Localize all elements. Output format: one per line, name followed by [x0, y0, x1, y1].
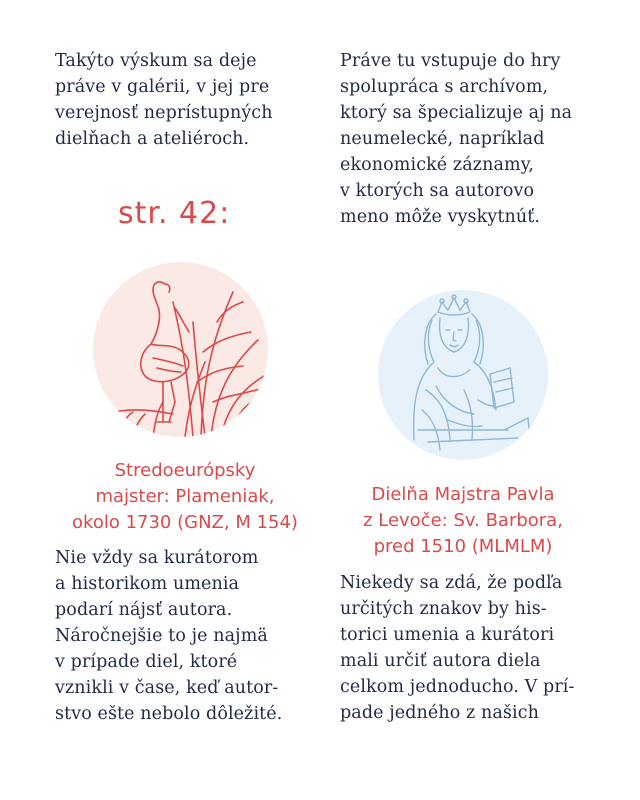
text-line: celkom jednoducho. V prí- [340, 677, 575, 697]
saint-barbara-medallion [378, 290, 548, 460]
text-line: v prípade diel, ktoré [55, 652, 238, 672]
text-line: Náročnejšie to je najmä [55, 626, 268, 646]
caption-line: okolo 1730 (GNZ, M 154) [72, 512, 298, 533]
text-line: dielňach a ateliéroch. [55, 129, 250, 149]
page-reference: str. 42: [118, 196, 231, 231]
flamingo-medallion [93, 262, 268, 437]
caption-line: Dielňa Majstra Pavla [371, 484, 555, 505]
right-body-paragraph [340, 570, 575, 726]
caption-line: majster: Plameniak, [95, 486, 275, 507]
left-body-paragraph [55, 545, 282, 727]
text-line: neumelecké, napríklad [340, 129, 545, 149]
text-line: Takýto výskum sa deje [55, 51, 257, 71]
right-intro-paragraph [340, 48, 572, 230]
saint-barbara-illustration-icon [378, 290, 548, 460]
text-line: ekonomické záznamy, [340, 155, 535, 175]
text-line: a historikom umenia [55, 574, 240, 594]
text-line: spolupráca s archívom, [340, 77, 549, 97]
caption-line: Stredoeurópsky [114, 460, 256, 481]
text-line: mali určiť autora diela [340, 651, 541, 671]
text-line: ktorý sa špecializuje aj na [340, 103, 573, 123]
text-line: určitých znakov by his- [340, 599, 547, 619]
left-intro-paragraph [55, 48, 273, 152]
text-line: vznikli v čase, keď autor- [55, 678, 279, 698]
text-line: podarí nájsť autora. [55, 600, 233, 620]
flamingo-illustration-icon [93, 262, 268, 437]
flamingo-caption [40, 458, 330, 536]
text-line: Práve tu vstupuje do hry [340, 51, 561, 71]
text-line: pade jedného z našich [340, 703, 539, 723]
saint-barbara-caption [318, 482, 608, 560]
caption-line: pred 1510 (MLMLM) [373, 536, 553, 557]
text-line: meno môže vyskytnúť. [340, 207, 541, 227]
text-line: verejnosť neprístupných [55, 103, 273, 123]
text-line: v ktorých sa autorovo [340, 181, 535, 201]
text-line: Niekedy sa zdá, že podľa [340, 573, 563, 593]
text-line: Nie vždy sa kurátorom [55, 548, 259, 568]
text-line: práve v galérii, v jej pre [55, 77, 270, 97]
text-line: torici umenia a kurátori [340, 625, 555, 645]
caption-line: z Levoče: Sv. Barbora, [363, 510, 563, 531]
text-line: stvo ešte nebolo dôležité. [55, 704, 283, 724]
